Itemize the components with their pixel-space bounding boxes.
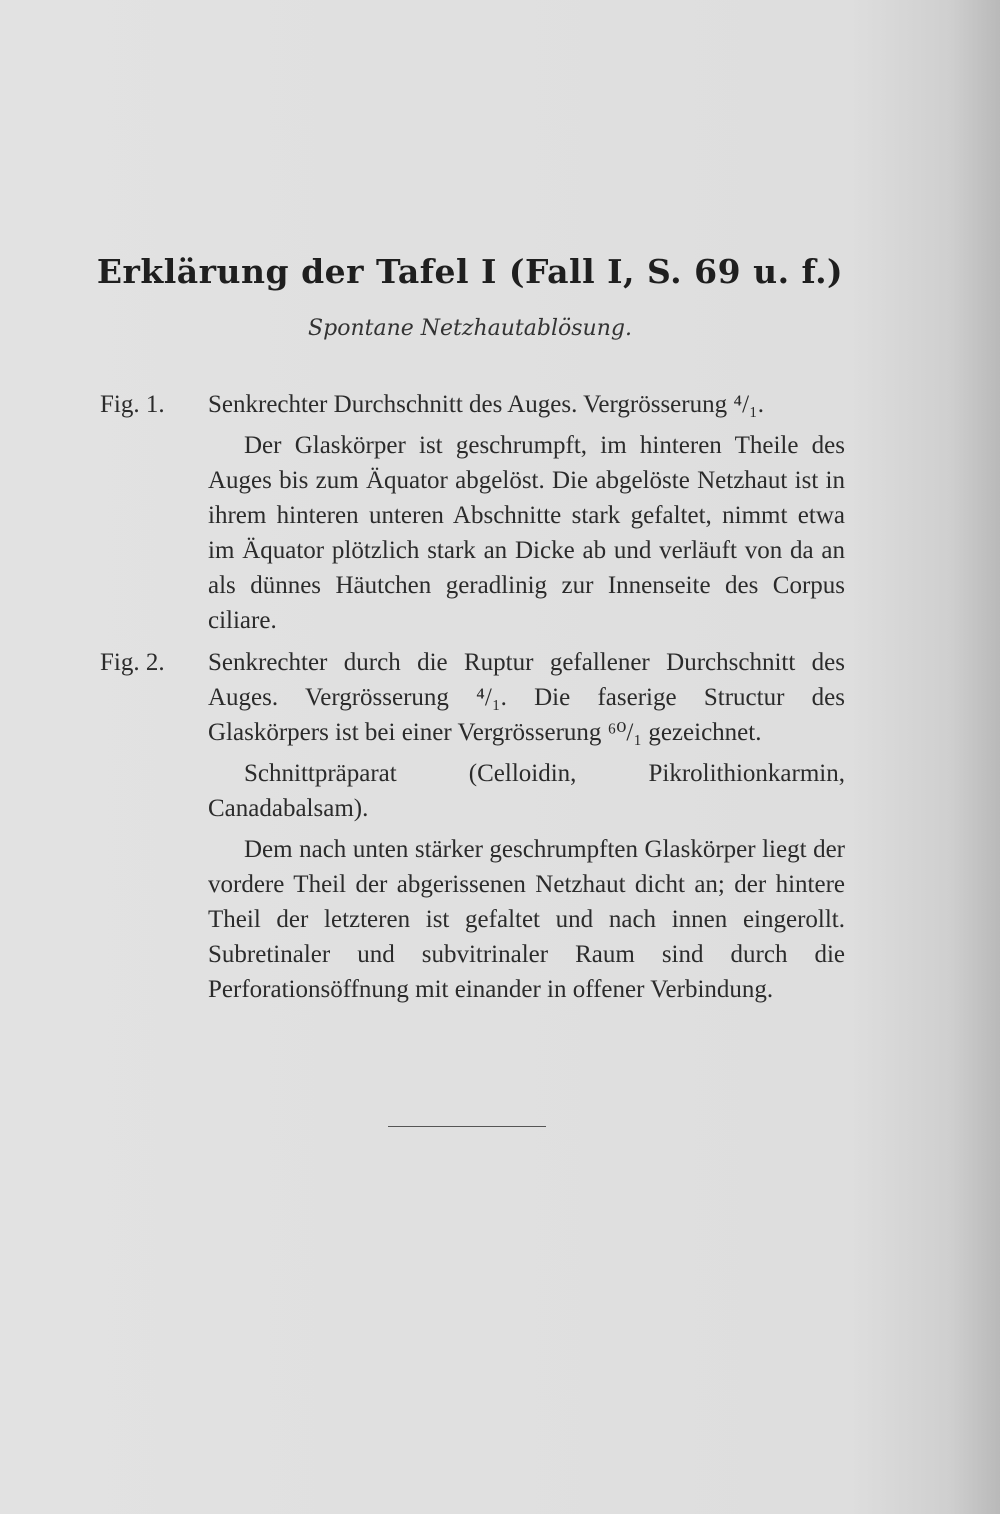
figure-description xyxy=(208,387,845,638)
figure-label: Fig. 2. xyxy=(100,649,165,676)
figure-paragraph: Dem nach unten stärker geschrumpften Glaskörper liegt der vordere Theil der abgerissenen Netzhaut dicht an; der hintere Theil der letzteren ist gefaltet und nach innen eingerollt. Subretinaler und subvitrinaler Raum sind durch die Perforationsöffnung mit einander in offener Verbindung. xyxy=(208,836,845,1003)
figure-paragraph: Der Glaskörper ist geschrumpft, im hinteren Theile des Auges bis zum Äquator abgelöst. Die abgelöste Netzhaut ist in ihrem hinteren unteren Abschnitte stark gefaltet, nimmt etwa im Äquator plötzlich stark an Dicke ab und verläuft von da an als dünnes Häutchen geradlinig zur Innenseite des Corpus ciliare. xyxy=(208,432,845,634)
figure-entry-2 xyxy=(100,645,845,1013)
figure-paragraph: Schnittpräparat (Celloidin, Pikrolithionkarmin, Canadabalsam). xyxy=(208,760,845,822)
figure-description xyxy=(208,645,845,1007)
figure-paragraph: Senkrechter durch die Ruptur gefallener Durchschnitt des Auges. Vergrösserung ⁴/₁. Die faserige Structur des Glaskörpers ist bei einer Vergrösserung ⁶⁰/₁ gezeichnet. xyxy=(208,649,845,746)
figure-label: Fig. 1. xyxy=(100,391,165,418)
figure-entry-1 xyxy=(100,387,845,644)
figure-paragraph: Senkrechter Durchschnitt des Auges. Vergrösserung ⁴/₁. xyxy=(208,391,764,418)
page-subtitle: Spontane Netzhautablösung. xyxy=(308,316,632,341)
closing-rule xyxy=(388,1126,546,1127)
page-title: Erklärung der Tafel I (Fall I, S. 69 u. f.) xyxy=(96,252,844,291)
